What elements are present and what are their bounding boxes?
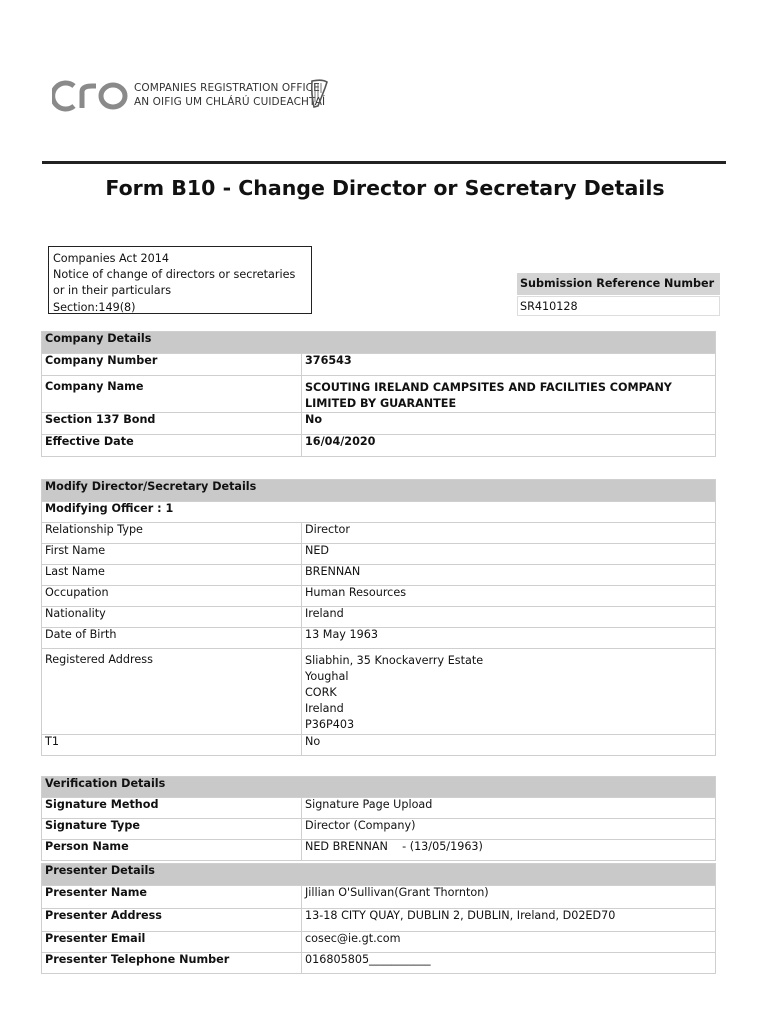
field-label: Occupation (42, 586, 302, 607)
logo-line-english: COMPANIES REGISTRATION OFFICE (134, 82, 320, 94)
address-line: P36P403 (305, 718, 355, 731)
logo-tagline (134, 82, 325, 109)
field-label: Signature Type (42, 819, 302, 840)
table-row (42, 523, 716, 544)
table-row (42, 544, 716, 565)
registered-address (302, 649, 716, 735)
field-label: Nationality (42, 607, 302, 628)
field-label: Effective Date (42, 435, 302, 457)
field-label: First Name (42, 544, 302, 565)
section-header (42, 864, 716, 886)
field-value: 016805805___________ (302, 953, 716, 974)
table-row (42, 565, 716, 586)
address-line: Sliabhin, 35 Knockaverry Estate (305, 654, 484, 667)
modify-director-header: Modify Director/Secretary Details (42, 480, 716, 502)
field-label: Presenter Name (42, 886, 302, 909)
act-line: Notice of change of directors or secretaries (53, 268, 296, 282)
field-label: Presenter Email (42, 932, 302, 953)
field-value: 376543 (302, 354, 716, 376)
field-label: Company Name (42, 376, 302, 413)
field-value: No (302, 735, 716, 756)
statutory-notice-box (48, 246, 312, 314)
act-line: Section:149(8) (53, 300, 136, 314)
header-divider (42, 161, 726, 164)
field-value: Human Resources (302, 586, 716, 607)
field-label: Section 137 Bond (42, 413, 302, 435)
field-value: No (302, 413, 716, 435)
cro-logo (52, 76, 130, 116)
field-label: Signature Method (42, 798, 302, 819)
field-value: Director (Company) (302, 819, 716, 840)
field-label: T1 (42, 735, 302, 756)
field-label: Company Number (42, 354, 302, 376)
field-label: Registered Address (42, 649, 302, 735)
field-value: SCOUTING IRELAND CAMPSITES AND FACILITIES COMPANY LIMITED BY GUARANTEE (302, 376, 716, 413)
submission-reference-label: Submission Reference Number (517, 273, 720, 295)
verification-header: Verification Details (42, 777, 716, 798)
presenter-header: Presenter Details (42, 864, 716, 886)
section-header (42, 480, 716, 502)
table-row (42, 628, 716, 649)
page-title: Form B10 - Change Director or Secretary Details (105, 176, 665, 200)
field-value: 16/04/2020 (302, 435, 716, 457)
field-value: Signature Page Upload (302, 798, 716, 819)
table-row (42, 886, 716, 909)
table-row (42, 819, 716, 840)
section-header (42, 777, 716, 798)
subsection-header (42, 502, 716, 523)
act-line: or in their particulars (53, 284, 172, 298)
field-label: Date of Birth (42, 628, 302, 649)
table-row (42, 607, 716, 628)
table-row (42, 435, 716, 457)
table-row (42, 376, 716, 413)
table-row (42, 798, 716, 819)
field-value: Director (302, 523, 716, 544)
modifying-officer-label: Modifying Officer : 1 (42, 502, 716, 523)
field-label: Relationship Type (42, 523, 302, 544)
verification-details-table (41, 776, 716, 861)
table-row (42, 586, 716, 607)
field-label: Person Name (42, 840, 302, 861)
cro-wordmark (52, 78, 130, 114)
act-line: Companies Act 2014 (53, 252, 169, 265)
table-row (42, 932, 716, 953)
table-row (42, 649, 716, 735)
table-row (42, 413, 716, 435)
address-line: Youghal (305, 670, 349, 683)
address-line: CORK (305, 686, 337, 699)
company-details-header: Company Details (42, 332, 716, 354)
field-value: 13-18 CITY QUAY, DUBLIN 2, DUBLIN, Ireland, D02ED70 (302, 909, 716, 932)
table-row (42, 840, 716, 861)
presenter-details-table (41, 863, 716, 974)
company-details-table (41, 331, 716, 457)
submission-reference-value: SR410128 (517, 296, 720, 316)
field-value: Jillian O'Sullivan(Grant Thornton) (302, 886, 716, 909)
table-row (42, 735, 716, 756)
table-row (42, 909, 716, 932)
modify-director-table (41, 479, 716, 756)
harp-icon (308, 78, 330, 114)
logo-line-irish: AN OIFIG UM CHLÁRÚ CUIDEACHTAÍ (134, 95, 326, 108)
field-value: NED BRENNAN - (13/05/1963) (302, 840, 716, 861)
field-value: cosec@ie.gt.com (302, 932, 716, 953)
address-line: Ireland (305, 702, 344, 715)
field-value: Ireland (302, 607, 716, 628)
field-label: Last Name (42, 565, 302, 586)
field-value: 13 May 1963 (302, 628, 716, 649)
field-value: NED (302, 544, 716, 565)
section-header (42, 332, 716, 354)
field-label: Presenter Address (42, 909, 302, 932)
table-row (42, 354, 716, 376)
table-row (42, 953, 716, 974)
field-value: BRENNAN (302, 565, 716, 586)
field-label: Presenter Telephone Number (42, 953, 302, 974)
